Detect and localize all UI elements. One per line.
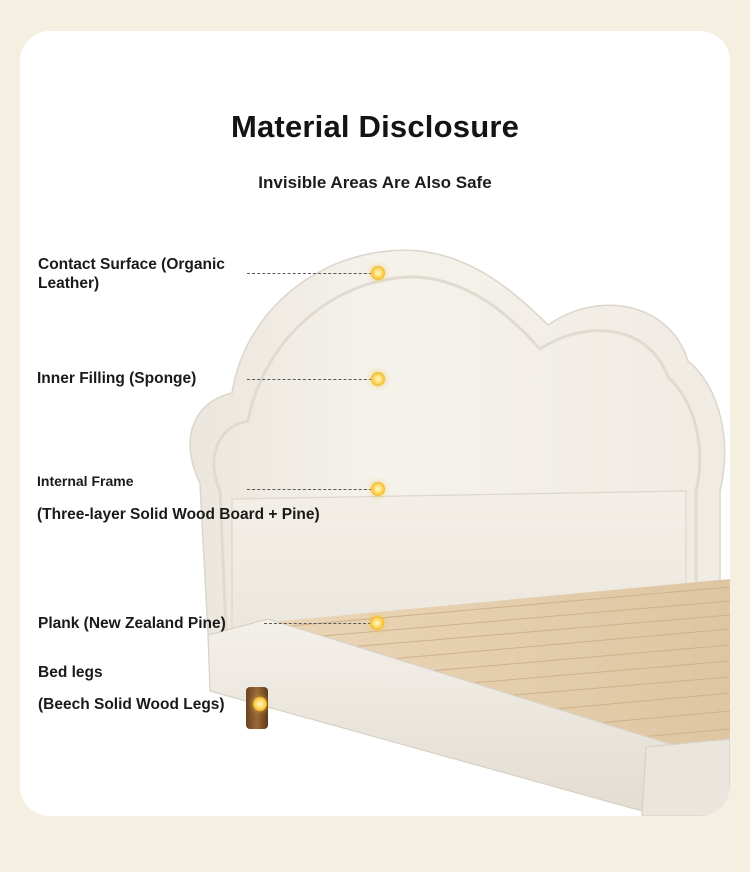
- inner-filling-marker-icon: [371, 372, 385, 386]
- callout-plank-leader: [264, 623, 376, 624]
- material-card: [20, 31, 730, 816]
- callout-contact-surface-label: Contact Surface (Organic Leather): [38, 256, 225, 292]
- contact-surface-marker-icon: [371, 266, 385, 280]
- bed-legs-marker-icon: [253, 697, 267, 711]
- callout-bed-legs-label: Bed legs: [38, 664, 103, 681]
- callout-internal-frame-leader: [247, 489, 377, 490]
- internal-frame-marker-icon: [371, 482, 385, 496]
- page-title: Material Disclosure: [230, 109, 520, 144]
- callout-internal-frame-label: Internal Frame: [37, 473, 134, 489]
- callout-contact-surface-leader: [247, 273, 377, 274]
- callout-inner-filling-leader: [247, 379, 377, 380]
- callout-internal-frame-detail: (Three-layer Solid Wood Board + Pine): [37, 506, 320, 523]
- plank-marker-icon: [370, 616, 384, 630]
- callout-inner-filling-label: Inner Filling (Sponge): [37, 370, 197, 387]
- footboard: [642, 739, 730, 816]
- page-subtitle: Invisible Areas Are Also Safe: [258, 173, 492, 192]
- callout-bed-legs-detail: (Beech Solid Wood Legs): [38, 696, 225, 713]
- callout-plank-label: Plank (New Zealand Pine): [38, 615, 226, 632]
